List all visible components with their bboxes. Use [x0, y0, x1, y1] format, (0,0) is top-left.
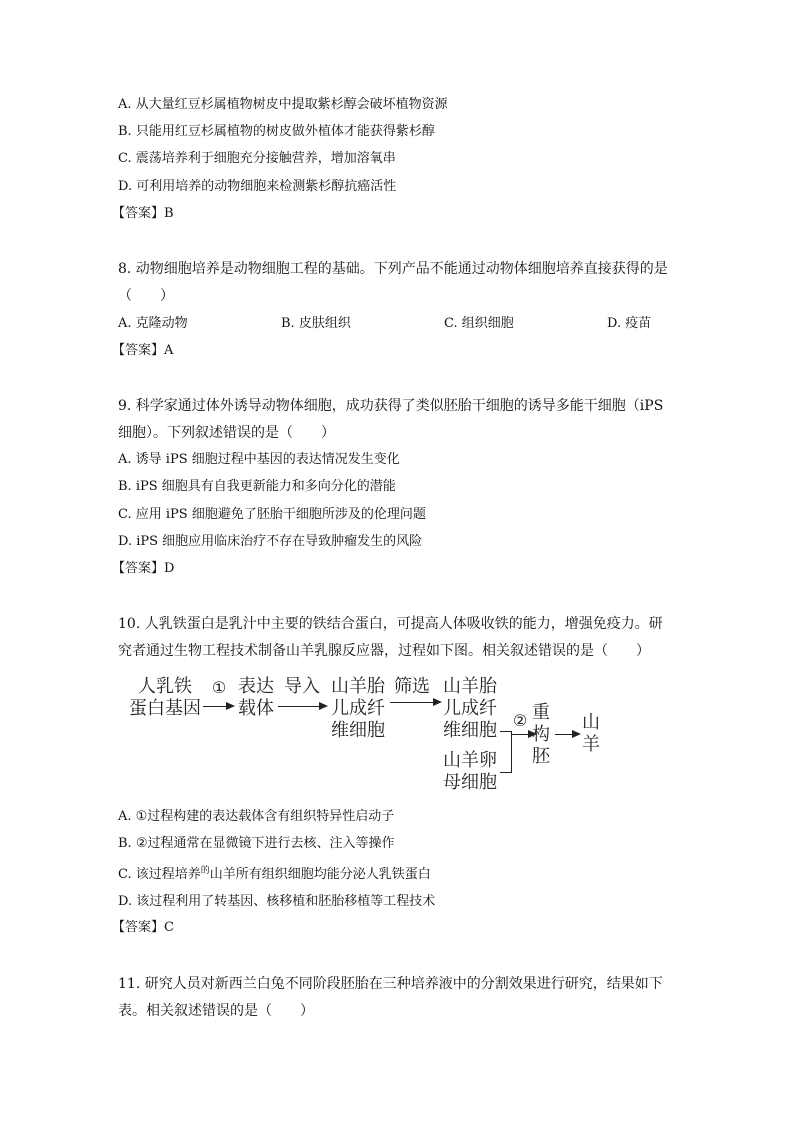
q8-choice-a: A. 克隆动物 — [118, 316, 188, 331]
diagram-vector-line2: 载体 — [238, 698, 274, 719]
q10-option-c-prefix: C. 该过程培养 — [118, 867, 201, 882]
diagram-arrow-1 — [203, 706, 227, 707]
q10-answer: 【答案】C — [112, 920, 174, 935]
q8-choice-d: D. 疫苗 — [607, 316, 652, 331]
q11-stem-line2: 表。相关叙述错误的是（ ） — [118, 1003, 314, 1019]
diagram-goat-line2: 羊 — [582, 734, 600, 755]
diagram-import-label: 导入 — [284, 676, 320, 697]
diagram-arrow-1-head — [226, 702, 235, 710]
q8-choice-b: B. 皮肤组织 — [281, 316, 351, 331]
q8-choice-c: C. 组织细胞 — [444, 316, 514, 331]
q9-option-d: D. iPS 细胞应用临床治疗不存在导致肿瘤发生的风险 — [118, 534, 423, 549]
diagram-step2-label: ② — [512, 711, 528, 730]
diagram-arrow-3-head — [433, 698, 442, 706]
diagram-gene-line1: 人乳铁 — [138, 676, 192, 697]
diagram-vector-line1: 表达 — [238, 676, 274, 697]
diagram-goat-line1: 山 — [582, 712, 600, 733]
diagram-fetal-cell1-line1: 山羊胎 — [331, 676, 385, 697]
q10-option-b: B. ②过程通常在显微镜下进行去核、注入等操作 — [118, 836, 395, 851]
q7-option-d: D. 可利用培养的动物细胞来检测紫杉醇抗癌活性 — [118, 179, 397, 194]
q10-option-c-rest: 山羊所有组织细胞均能分泌人乳铁蛋白 — [209, 867, 431, 882]
q7-option-a: A. 从大量红豆杉属植物树皮中提取紫杉醇会破坏植物资源 — [118, 97, 448, 112]
q8-stem-line2: （ ） — [118, 288, 174, 304]
diagram-arrow-3 — [390, 702, 434, 703]
diagram-fetal-cell2-line2: 儿成纤 — [443, 698, 497, 719]
q9-option-c: C. 应用 iPS 细胞避免了胚胎干细胞所涉及的伦理问题 — [118, 507, 426, 522]
q9-stem-line1: 9. 科学家通过体外诱导动物体细胞，成功获得了类似胚胎干细胞的诱导多能干细胞（iPS — [118, 398, 664, 414]
diagram-fetal-cell1-line2: 儿成纤 — [331, 698, 385, 719]
q10-option-a: A. ①过程构建的表达载体含有组织特异性启动子 — [118, 809, 395, 824]
diagram-step1-label: ① — [211, 678, 227, 697]
diagram-bracket-bottom — [500, 772, 512, 773]
diagram-fetal-cell1-line3: 维细胞 — [331, 720, 385, 741]
q9-option-a: A. 诱导 iPS 细胞过程中基因的表达情况发生变化 — [118, 452, 400, 467]
diagram-fetal-cell2-line1: 山羊胎 — [443, 676, 497, 697]
diagram-embryo-line2: 构 — [532, 724, 550, 745]
diagram-oocyte-line2: 母细胞 — [443, 772, 497, 793]
diagram-arrow-4 — [511, 734, 529, 735]
q9-stem-line2: 细胞）。下列叙述错误的是（ ） — [118, 425, 335, 441]
q8-stem-line1: 8. 动物细胞培养是动物细胞工程的基础。下列产品不能通过动物体细胞培养直接获得的是 — [118, 261, 668, 277]
diagram-arrow-2 — [278, 706, 320, 707]
q11-stem-line1: 11. 研究人员对新西兰白兔不同阶段胚胎在三种培养液中的分割效果进行研究，结果如下 — [118, 976, 663, 992]
diagram-fetal-cell2-line3: 维细胞 — [443, 720, 497, 741]
diagram-arrow-2-head — [319, 702, 328, 710]
q10-option-c-small-char: 的 — [200, 866, 210, 876]
diagram-embryo-line1: 重 — [532, 702, 550, 723]
q9-option-b: B. iPS 细胞具有自我更新能力和多向分化的潜能 — [118, 479, 396, 494]
q7-answer: 【答案】B — [112, 206, 174, 221]
q7-option-b: B. 只能用红豆杉属植物的树皮做外植体才能获得紫杉醇 — [118, 124, 435, 139]
diagram-screen-label: 筛选 — [394, 676, 430, 697]
q8-answer: 【答案】A — [112, 343, 174, 358]
diagram-oocyte-line1: 山羊卵 — [443, 750, 497, 771]
diagram-bracket-vertical — [511, 731, 512, 773]
diagram-gene-line2: 蛋白基因 — [129, 698, 201, 719]
diagram-arrow-5 — [555, 734, 573, 735]
q10-option-d: D. 该过程利用了转基因、核移植和胚胎移植等工程技术 — [118, 894, 436, 909]
diagram-embryo-line3: 胚 — [532, 746, 550, 767]
q10-stem-line2: 究者通过生物工程技术制备山羊乳腺反应器，过程如下图。相关叙述错误的是（ ） — [118, 643, 650, 659]
q9-answer: 【答案】D — [112, 561, 175, 576]
q10-stem-line1: 10. 人乳铁蛋白是乳汁中主要的铁结合蛋白，可提高人体吸收铁的能力，增强免疫力。研 — [118, 616, 663, 632]
q7-option-c: C. 震荡培养利于细胞充分接触营养，增加溶氧串 — [118, 151, 396, 166]
q10-option-c — [118, 866, 431, 885]
